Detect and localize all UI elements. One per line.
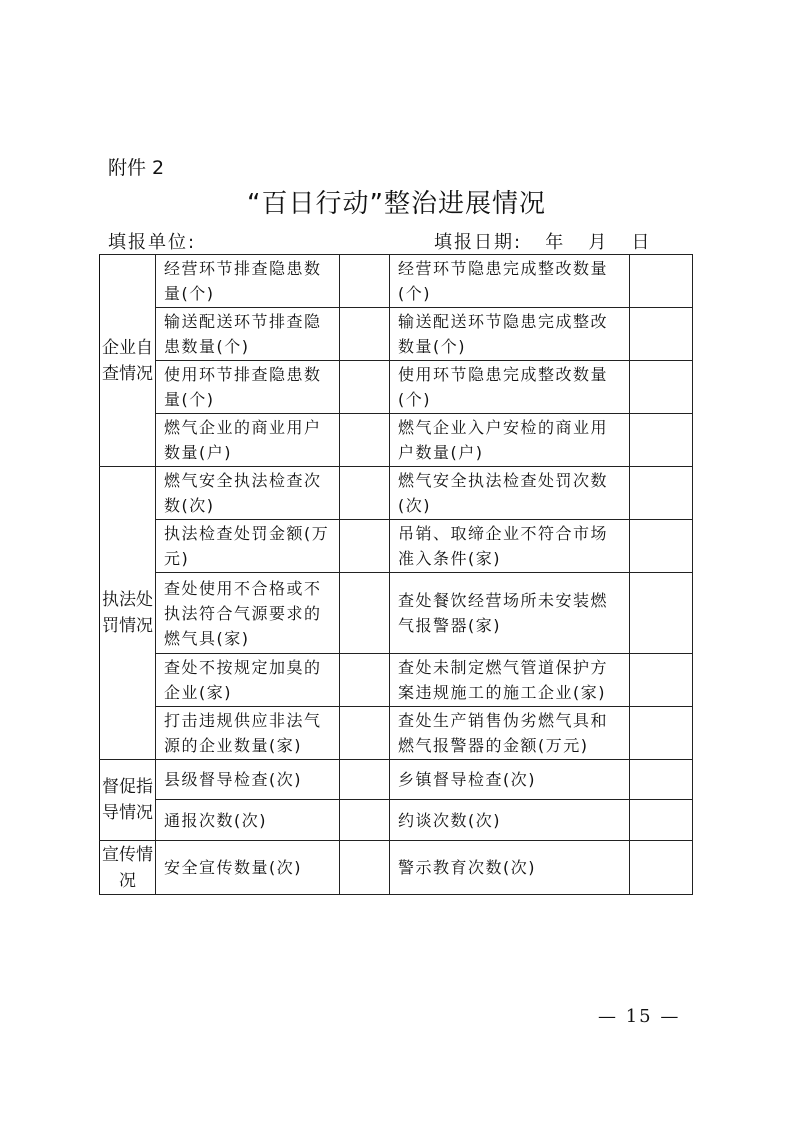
value-cell[interactable] <box>340 760 390 800</box>
item-label: 燃气企业入户安检的商业用户数量(户) <box>390 414 630 467</box>
table-row <box>100 800 693 841</box>
section-label-supervision: 督促指导情况 <box>100 760 156 841</box>
value-cell[interactable] <box>630 308 693 361</box>
item-label: 查处未制定燃气管道保护方案违规施工的施工企业(家) <box>390 654 630 707</box>
value-cell[interactable] <box>630 520 693 573</box>
value-cell[interactable] <box>340 654 390 707</box>
attachment-label: 附件 2 <box>108 157 165 179</box>
value-cell[interactable] <box>340 308 390 361</box>
table-row <box>100 573 693 654</box>
section-label-self-check: 企业自查情况 <box>100 255 156 467</box>
item-label: 使用环节排查隐患数量(个) <box>156 361 340 414</box>
value-cell[interactable] <box>630 800 693 841</box>
page-number: — 15 — <box>598 1006 681 1027</box>
item-label: 经营环节隐患完成整改数量(个) <box>390 255 630 308</box>
item-label: 燃气企业的商业用户数量(户) <box>156 414 340 467</box>
value-cell[interactable] <box>340 520 390 573</box>
item-label: 经营环节排查隐患数量(个) <box>156 255 340 308</box>
item-label: 县级督导检查(次) <box>156 760 340 800</box>
value-cell[interactable] <box>340 841 390 895</box>
table-row <box>100 520 693 573</box>
document-title: “百日行动”整治进展情况 <box>247 189 546 219</box>
value-cell[interactable] <box>630 361 693 414</box>
fill-unit-label: 填报单位: <box>108 232 197 253</box>
value-cell[interactable] <box>340 414 390 467</box>
item-label: 安全宣传数量(次) <box>156 841 340 895</box>
table-row <box>100 467 693 520</box>
value-cell[interactable] <box>340 800 390 841</box>
value-cell[interactable] <box>340 361 390 414</box>
item-label: 约谈次数(次) <box>390 800 630 841</box>
table-row <box>100 654 693 707</box>
item-label: 查处不按规定加臭的企业(家) <box>156 654 340 707</box>
value-cell[interactable] <box>630 654 693 707</box>
item-label: 使用环节隐患完成整改数量(个) <box>390 361 630 414</box>
value-cell[interactable] <box>630 841 693 895</box>
progress-table <box>99 254 693 895</box>
section-label-enforcement: 执法处罚情况 <box>100 467 156 760</box>
item-label: 输送配送环节隐患完成整改数量(个) <box>390 308 630 361</box>
item-label: 查处使用不合格或不执法符合气源要求的燃气具(家) <box>156 573 340 654</box>
value-cell[interactable] <box>630 573 693 654</box>
table-row <box>100 308 693 361</box>
item-label: 打击违规供应非法气源的企业数量(家) <box>156 707 340 760</box>
value-cell[interactable] <box>630 467 693 520</box>
value-cell[interactable] <box>340 255 390 308</box>
value-cell[interactable] <box>630 414 693 467</box>
table-row <box>100 414 693 467</box>
item-label: 输送配送环节排查隐患数量(个) <box>156 308 340 361</box>
section-label-publicity: 宣传情况 <box>100 841 156 895</box>
table-row <box>100 361 693 414</box>
fill-date-label: 填报日期: 年 月 日 <box>434 232 652 253</box>
item-label: 燃气安全执法检查次数(次) <box>156 467 340 520</box>
item-label: 查处生产销售伪劣燃气具和燃气报警器的金额(万元) <box>390 707 630 760</box>
item-label: 警示教育次数(次) <box>390 841 630 895</box>
table-row <box>100 841 693 895</box>
item-label: 通报次数(次) <box>156 800 340 841</box>
value-cell[interactable] <box>340 573 390 654</box>
table-row <box>100 255 693 308</box>
item-label: 吊销、取缔企业不符合市场准入条件(家) <box>390 520 630 573</box>
table-row <box>100 760 693 800</box>
value-cell[interactable] <box>630 707 693 760</box>
item-label: 执法检查处罚金额(万元) <box>156 520 340 573</box>
item-label: 查处餐饮经营场所未安装燃气报警器(家) <box>390 573 630 654</box>
item-label: 乡镇督导检查(次) <box>390 760 630 800</box>
value-cell[interactable] <box>340 707 390 760</box>
table-row <box>100 707 693 760</box>
item-label: 燃气安全执法检查处罚次数(次) <box>390 467 630 520</box>
value-cell[interactable] <box>340 467 390 520</box>
value-cell[interactable] <box>630 255 693 308</box>
value-cell[interactable] <box>630 760 693 800</box>
